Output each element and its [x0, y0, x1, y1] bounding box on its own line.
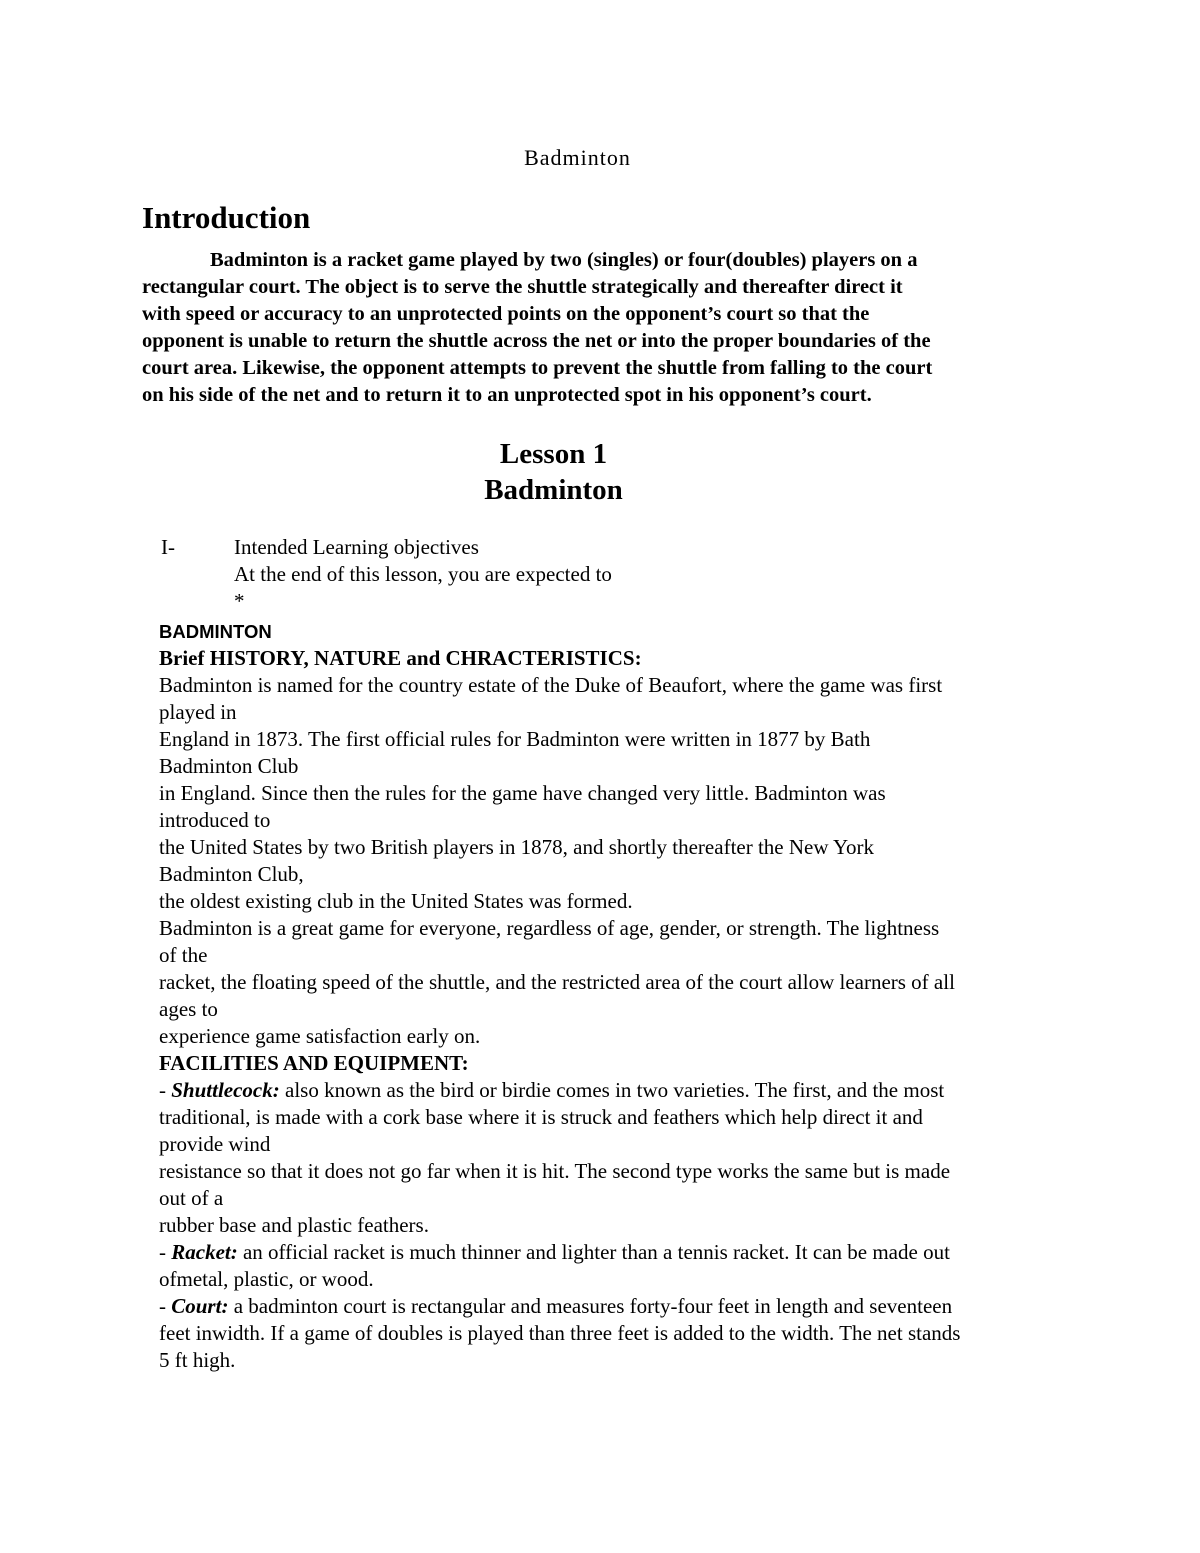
lesson-number: Lesson 1	[499, 438, 608, 470]
item-text: an official racket is much thinner and lighter than a tennis racket. It can be made out	[237, 1240, 950, 1264]
text-line: provide wind	[159, 1132, 271, 1156]
racket-item	[159, 1239, 1079, 1293]
court-item	[159, 1293, 1079, 1374]
item-text: a badminton court is rectangular and measures forty-four feet in length and seventeen	[228, 1294, 953, 1318]
text-line: opponent is unable to return the shuttle across the net or into the proper boundaries of the	[142, 330, 931, 352]
text-line: played in	[159, 700, 237, 724]
text-line: ages to	[159, 997, 218, 1021]
text-line	[159, 1293, 1079, 1320]
text-line: introduced to	[159, 808, 271, 832]
text-line: traditional, is made with a cork base where it is struck and feathers which help direct it and	[159, 1105, 923, 1129]
text-line: court area. Likewise, the opponent attempts to prevent the shuttle from falling to the court	[142, 357, 933, 379]
objective-bullet: *	[234, 589, 245, 613]
shuttlecock-item	[159, 1077, 1079, 1239]
objective-lead: At the end of this lesson, you are expected to	[234, 562, 612, 586]
section-heading: BADMINTON	[159, 621, 272, 642]
text-line: rectangular court. The object is to serve the shuttle strategically and thereafter direct it	[142, 276, 903, 298]
introduction-heading: Introduction	[142, 200, 311, 235]
facilities-heading: FACILITIES AND EQUIPMENT:	[159, 1051, 469, 1075]
shuttlecock-term: Shuttlecock:	[171, 1078, 280, 1102]
text-line: England in 1873. The first official rules for Badminton were written in 1877 by Bath	[159, 727, 871, 751]
text-line: Badminton is named for the country estate of the Duke of Beaufort, where the game was first	[159, 673, 943, 697]
text-line: out of a	[159, 1186, 224, 1210]
history-heading: Brief HISTORY, NATURE and CHRACTERISTICS:	[159, 646, 642, 670]
text-line: 5 ft high.	[159, 1348, 236, 1372]
court-term: Court:	[171, 1294, 229, 1318]
document-title: Badminton	[524, 145, 631, 170]
item-dash: -	[159, 1078, 172, 1102]
item-dash: -	[159, 1294, 172, 1318]
text-line: the United States by two British players in 1878, and shortly thereafter the New York	[159, 835, 875, 859]
text-line: Badminton is a racket game played by two (singles) or four(doubles) players on a	[210, 249, 918, 271]
text-line: resistance so that it does not go far when it is hit. The second type works the same but is made	[159, 1159, 951, 1183]
text-line: experience game satisfaction early on.	[159, 1024, 481, 1048]
objective-numeral: I-	[161, 535, 175, 559]
text-line: Badminton is a great game for everyone, regardless of age, gender, or strength. The lightness	[159, 916, 940, 940]
lesson-heading	[0, 436, 1107, 508]
text-line: Badminton Club,	[159, 862, 304, 886]
item-text: also known as the bird or birdie comes in two varieties. The first, and the most	[279, 1078, 945, 1102]
text-line: feet inwidth. If a game of doubles is played than three feet is added to the width. The net stands	[159, 1321, 961, 1345]
text-line: with speed or accuracy to an unprotected points on the opponent’s court so that the	[142, 303, 870, 325]
text-line: rubber base and plastic feathers.	[159, 1213, 429, 1237]
objective-text	[234, 534, 612, 615]
objective-heading: Intended Learning objectives	[234, 535, 479, 559]
racket-term: Racket:	[171, 1240, 238, 1264]
text-line: Badminton Club	[159, 754, 299, 778]
lesson-title: Badminton	[484, 474, 623, 506]
text-line: of the	[159, 943, 208, 967]
text-line: in England. Since then the rules for the game have changed very little. Badminton was	[159, 781, 886, 805]
text-line: ofmetal, plastic, or wood.	[159, 1267, 374, 1291]
text-line: the oldest existing club in the United States was formed.	[159, 889, 633, 913]
item-dash: -	[159, 1240, 172, 1264]
text-line: on his side of the net and to return it to an unprotected spot in his opponent’s court.	[142, 384, 872, 406]
text-line: racket, the floating speed of the shuttle, and the restricted area of the court allow learners of all	[159, 970, 955, 994]
main-content	[159, 618, 1079, 1374]
text-line	[159, 1239, 1079, 1266]
text-line	[159, 1077, 1079, 1104]
introduction-paragraph	[142, 247, 1060, 409]
history-paragraph	[159, 672, 1079, 1050]
